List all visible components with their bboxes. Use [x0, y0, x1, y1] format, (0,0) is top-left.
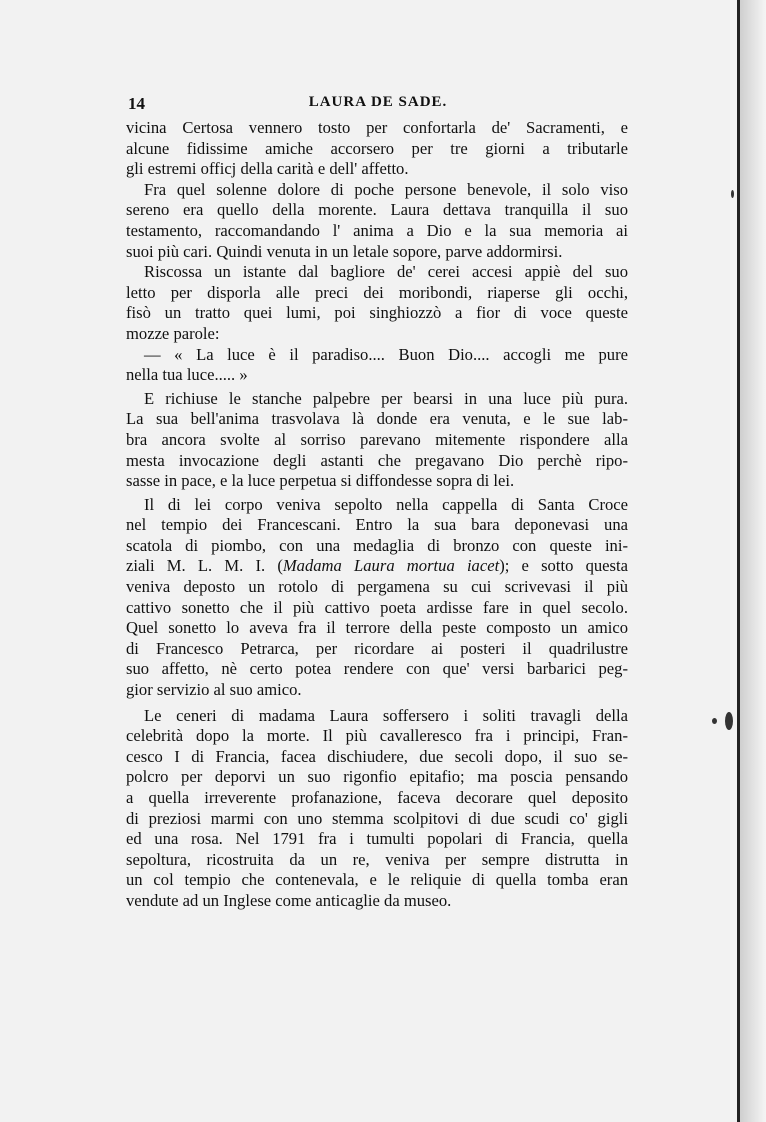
text-line: bra ancora svolte al sorriso parevano mitemente rispondere alla [126, 429, 628, 449]
text-line: scatola di piombo, con una medaglia di bronzo con queste ini- [126, 535, 628, 555]
text-line: sereno era quello della morente. Laura dettava tranquilla il suo [126, 200, 628, 220]
text-line: testamento, raccomandando l' anima a Dio e la sua memoria ai [126, 220, 628, 240]
text-line: polcro per deporvi un suo rigonfio epitafio; ma poscia pensando [126, 767, 628, 787]
running-title: LAURA DE SADE. [308, 94, 448, 110]
text-line: gior servizio al suo amico. [126, 680, 302, 700]
text-line: La sua bell'anima trasvolava là donde era venuta, e le sue lab- [126, 409, 628, 429]
text-line: mesta invocazione degli astanti che pregavano Dio perchè ripo- [126, 450, 628, 470]
text-line: di preziosi marmi con uno stemma scolpitovi di due scudi co' gigli [126, 808, 628, 828]
text-line: di Francesco Petrarca, per ricordare ai posteri il quadrilustre [126, 638, 628, 658]
text-line: alcune fidissime amiche accorsero per tre giorni a tributarle [126, 138, 628, 158]
text-line: vicina Certosa vennero tosto per confortarla de' Sacramenti, e [126, 118, 628, 137]
text-line: vendute ad un Inglese come anticaglie da museo. [126, 890, 452, 910]
text-line: sasse in pace, e la luce perpetua si diffondesse sopra di lei. [126, 471, 515, 491]
text-line: celebrità dopo la morte. Il più cavalleresco fra i principi, Fran- [126, 726, 628, 746]
text-line: veniva deposto un rotolo di pergamena su cui scrivevasi il più [126, 577, 628, 597]
text-line: Riscossa un istante dal bagliore de' cerei accesi appiè del suo [144, 262, 628, 282]
text-line: cesco I di Francia, facea dischiudere, due secoli dopo, il suo se- [126, 746, 628, 766]
text-line: nel tempio dei Francescani. Entro la sua bara deponevasi una [126, 515, 628, 535]
text-line: sepoltura, ricostruita da un re, veniva per sempre distrutta in [126, 849, 628, 869]
text-line: suoi più cari. Quindi venuta in un letale sopore, parve addormirsi. [126, 241, 563, 261]
text-line: un col tempio che contenevala, e le reliquie di quella tomba eran [126, 870, 628, 890]
text-line: ziali M. L. M. I. (Madama Laura mortua iacet); e sotto questa [126, 556, 628, 576]
text-line: fisò un tratto quei lumi, poi singhiozzò a fior di voce queste [126, 303, 628, 323]
ink-spot [712, 718, 717, 724]
text-line: gli estremi officj della carità e dell' affetto. [126, 159, 409, 179]
text-line: Quel sonetto lo aveva fra il terrore della peste composto un amico [126, 618, 628, 638]
text-line: Fra quel solenne dolore di poche persone benevole, il solo viso [144, 179, 628, 199]
ink-spot [731, 190, 734, 198]
italic-phrase: Madama Laura mortua iacet [282, 556, 500, 576]
text-line: letto per disporla alle preci dei moribondi, riaperse gli occhi, [126, 282, 628, 302]
text-line: — « La luce è il paradiso.... Buon Dio.... accogli me pure [144, 344, 628, 364]
page-edge [740, 0, 766, 1122]
text-line: Il di lei corpo veniva sepolto nella cappella di Santa Croce [144, 494, 628, 514]
text-line: suo affetto, nè certo potea rendere con que' versi barbarici peg- [126, 659, 628, 679]
text-line: cattivo sonetto che il più cattivo poeta ardisse fare in quel secolo. [126, 597, 628, 617]
text-line: ed una rosa. Nel 1791 fra i tumulti popolari di Francia, quella [126, 829, 628, 849]
body-text [126, 118, 628, 912]
text-line: Le ceneri di madama Laura soffersero i soliti travagli della [144, 705, 628, 725]
text-line: a quella irreverente profanazione, faceva decorare quel deposito [126, 788, 628, 807]
text-line: E richiuse le stanche palpebre per bearsi in una luce più pura. [144, 388, 628, 408]
ink-spot [725, 712, 733, 730]
text-line: nella tua luce..... » [126, 365, 248, 385]
text-line: mozze parole: [126, 323, 220, 343]
page-number: 14 [128, 94, 145, 113]
